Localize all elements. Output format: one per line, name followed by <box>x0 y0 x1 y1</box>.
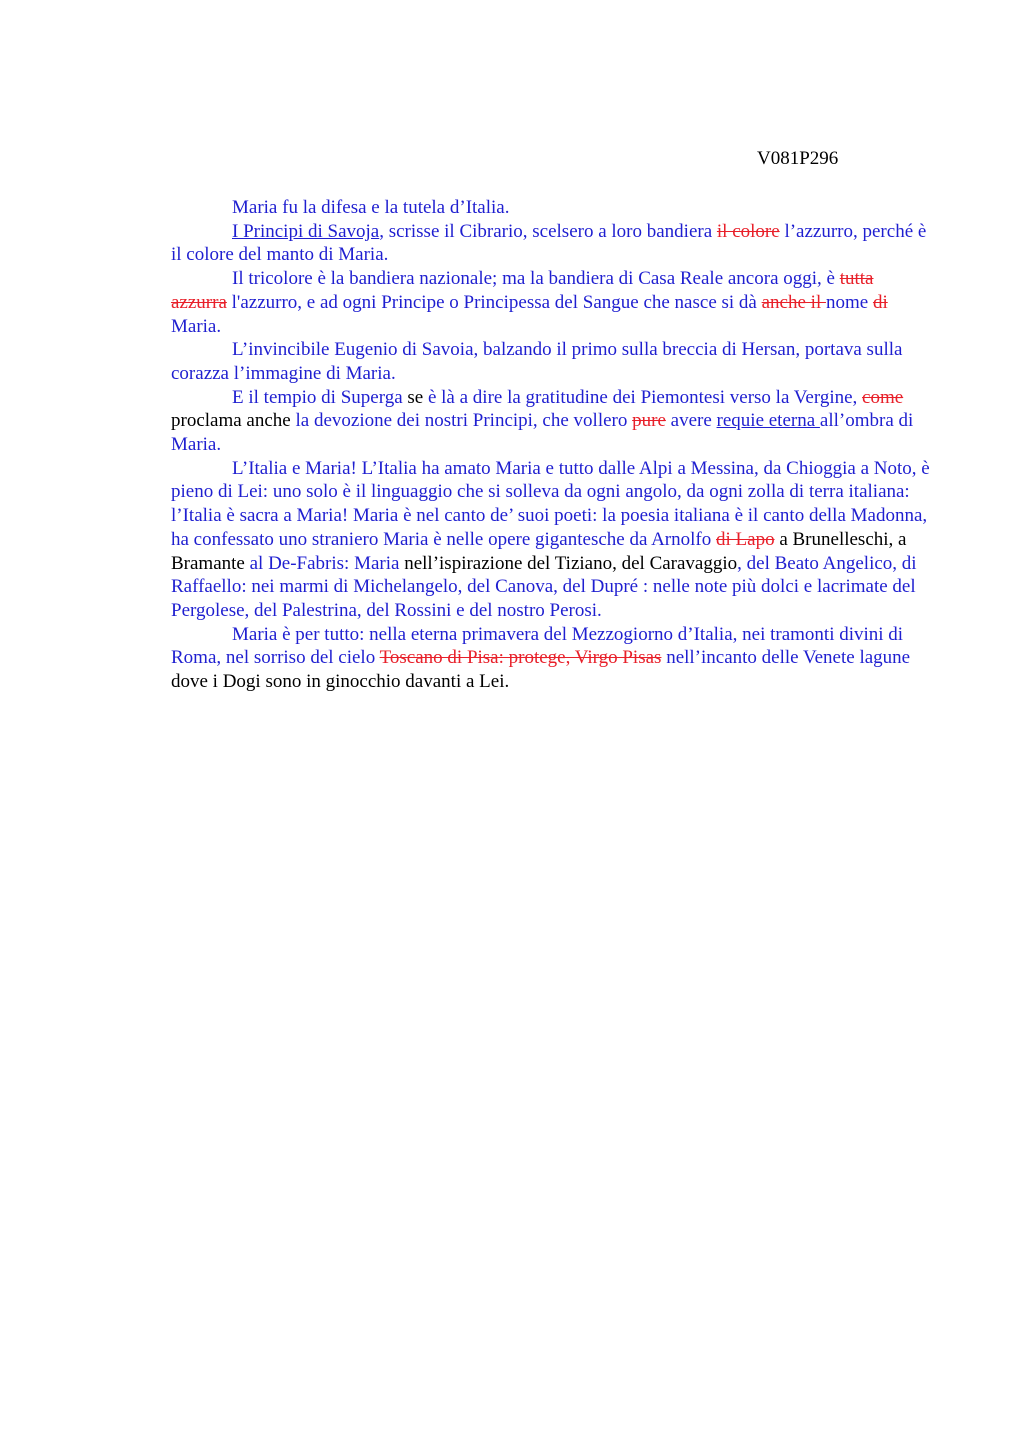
deleted-text: pure <box>632 410 666 432</box>
deleted-text: di <box>872 291 888 313</box>
deleted-text: anche il <box>761 291 826 313</box>
inserted-text: L’Italia e Maria! L’Italia ha amato Maria e tutto dalle Alpi a Messina, da Chioggia a Noto, è pieno di Lei: uno solo è il linguaggio che si solleva da ogni angolo, da ogni zolla di terra italiana: l’Italia è sacra a Maria! Maria è nel canto de’ suoi poeti: la poesia italiana è il canto della Madonna, ha confessato uno straniero Maria è nelle opere gigantesche da Arnolfo <box>171 457 930 550</box>
original-text: proclama anche <box>171 410 296 432</box>
deleted-text: come <box>862 386 904 408</box>
inserted-text: all’ombra di Maria. <box>171 410 914 456</box>
inserted-text: L’invincibile Eugenio di Savoia, balzando il primo sulla breccia di Hersan, portava sulla corazza l’immagine di Maria. <box>171 339 903 384</box>
paragraph <box>171 623 931 694</box>
paragraph <box>171 338 931 385</box>
inserted-text: Maria fu la difesa e la tutela d’Italia. <box>232 197 510 218</box>
inserted-text: l’azzurro, perché è il colore del manto di Maria. <box>171 220 927 266</box>
paragraph <box>171 386 931 457</box>
inserted-text: al De-Fabris: Maria <box>249 552 405 574</box>
inserted-text: è là a dire la gratitudine dei Piemontesi verso la Vergine, <box>427 386 863 408</box>
inserted-text: E il tempio di Superga <box>232 386 408 408</box>
deleted-text: il colore <box>716 220 780 242</box>
inserted-text: l'azzurro, e ad ogni Principe o Principessa del Sangue che nasce si dà <box>226 291 762 313</box>
inserted-text: Maria è per tutto: nella eterna primavera del Mezzogiorno d’Italia, nei tramonti divini di Roma, nel sorriso del cielo <box>171 623 904 669</box>
deleted-text: di Lapo <box>716 528 775 550</box>
original-text: nell’ispirazione del Tiziano, del Caravaggio <box>404 552 738 574</box>
deleted-text: Toscano di Pisa: protege, Virgo Pisas <box>379 647 662 669</box>
inserted-text: , del Beato Angelico, di Raffaello: nei marmi di Michelangelo, del Canova, del Dupré : nelle note più dolci e lacrimate del Pergolese, del Palestrina, del Rossini e del nostro Perosi. <box>171 552 917 621</box>
paragraph <box>171 457 931 623</box>
inserted-text: Il tricolore è la bandiera nazionale; ma la bandiera di Casa Reale ancora oggi, è <box>232 268 840 290</box>
inserted-text: avere <box>665 410 717 432</box>
inserted-text: , scrisse il Cibrario, scelsero a loro bandiera <box>379 220 717 242</box>
inserted-text: Maria. <box>171 315 222 337</box>
paragraph <box>171 196 931 220</box>
inserted-text: nell’incanto delle Venete lagune <box>661 647 911 669</box>
original-text: se <box>407 386 428 408</box>
original-text: a Brunelleschi, a Bramante <box>171 528 907 574</box>
paragraph <box>171 220 931 267</box>
deleted-text: tutta azzurra <box>171 268 874 313</box>
paragraph <box>171 267 931 338</box>
page-identifier: V081P296 <box>757 148 839 169</box>
inserted-text: la devozione dei nostri Principi, che vollero <box>295 410 633 432</box>
underlined-text: requie eterna <box>716 410 820 432</box>
original-text: dove i Dogi sono in ginocchio davanti a Lei. <box>171 671 510 693</box>
document-body <box>171 196 931 694</box>
underlined-text: I Principi di Savoja <box>232 220 380 242</box>
inserted-text: nome <box>825 291 873 313</box>
